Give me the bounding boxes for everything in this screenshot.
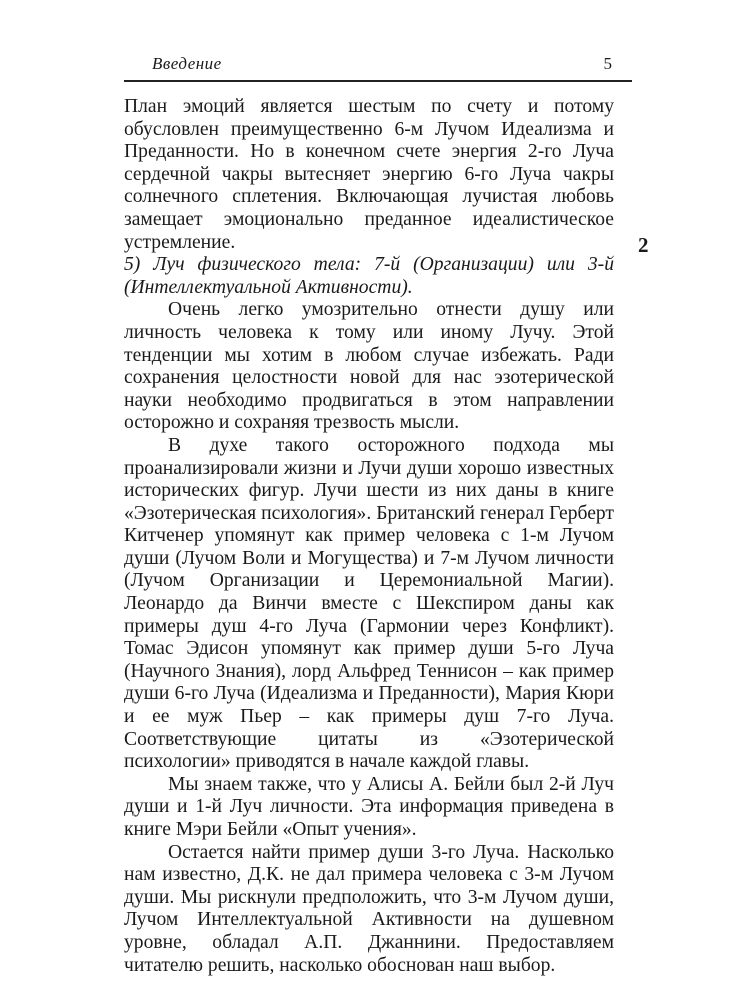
paragraph-historical-figures: В духе такого осторожного подхода мы проанализировали жизни и Лучи души хорошо известных исторических фигур. Лучи шести из них даны в книге «Эзотерическая психология». Британский генерал Герберт Китченер упомянут как пример человека с 1-м Лучом души (Лучом Воли и Могущества) и 7-м Лучом личности (Лучом Организации и Церемониальной Магии). Леонардо да Винчи вместе с Шекспиром даны как примеры душ 4-го Луча (Гармонии через Конфликт). Томас Эдисон упомянут как пример души 5-го Луча (Научного Знания), лорд Альфред Теннисон – как пример души 6-го Луча (Идеализма и Преданности), Мария Кюри и ее муж Пьер – как примеры душ 7-го Луча. Соответствующие цитаты из «Эзотерической психологии» приводятся в начале каждой главы. [124,434,614,773]
list-item-physical-ray-text: 5) Луч физического тела: 7-й (Организации) или 3-й (Интеллектуальной Активности). [124,254,614,298]
page-number: 5 [603,54,612,73]
header-title: Введение [152,54,222,73]
running-header [124,50,632,82]
paragraph-alice-bailey: Мы знаем также, что у Алисы А. Бейли был 2-й Луч души и 1-й Луч личности. Эта информация приведена в книге Мэри Бейли «Опыт учения». [124,773,614,840]
page-body [124,96,614,977]
paragraph-third-ray: Остается найти пример души 3-го Луча. Насколько нам известно, Д.К. не дал примера человека с 3-м Лучом души. Мы рискнули предположить, что 3-м Лучом души, Лучом Интеллектуальной Активности на душевном уровне, обладал А.П. Джаннини. Предоставляем читателю решить, насколько обоснован наш выбор. [124,841,614,976]
paragraph-emotions: План эмоций является шестым по счету и потому обусловлен преимущественно 6-м Лучом Идеализма и Преданности. Но в конечном счете энергия 2-го Луча сердечной чакры вытесняет энергию 6-го Луча чакры солнечного сплетения. Включающая лучистая любовь замещает эмоционально преданное идеалистическое устремление. [124,96,614,253]
list-item-physical-ray [124,254,614,299]
paragraph-speculation: Очень легко умозрительно отнести душу или личность человека к тому или иному Лучу. Этой тенденции мы хотим в любом случае избежать. Ради сохранения целостности новой для нас эзотерической науки необходимо продвигаться в этом направлении осторожно и сохраняя трезвость мысли. [124,299,614,434]
margin-marker: 2 [638,233,649,257]
